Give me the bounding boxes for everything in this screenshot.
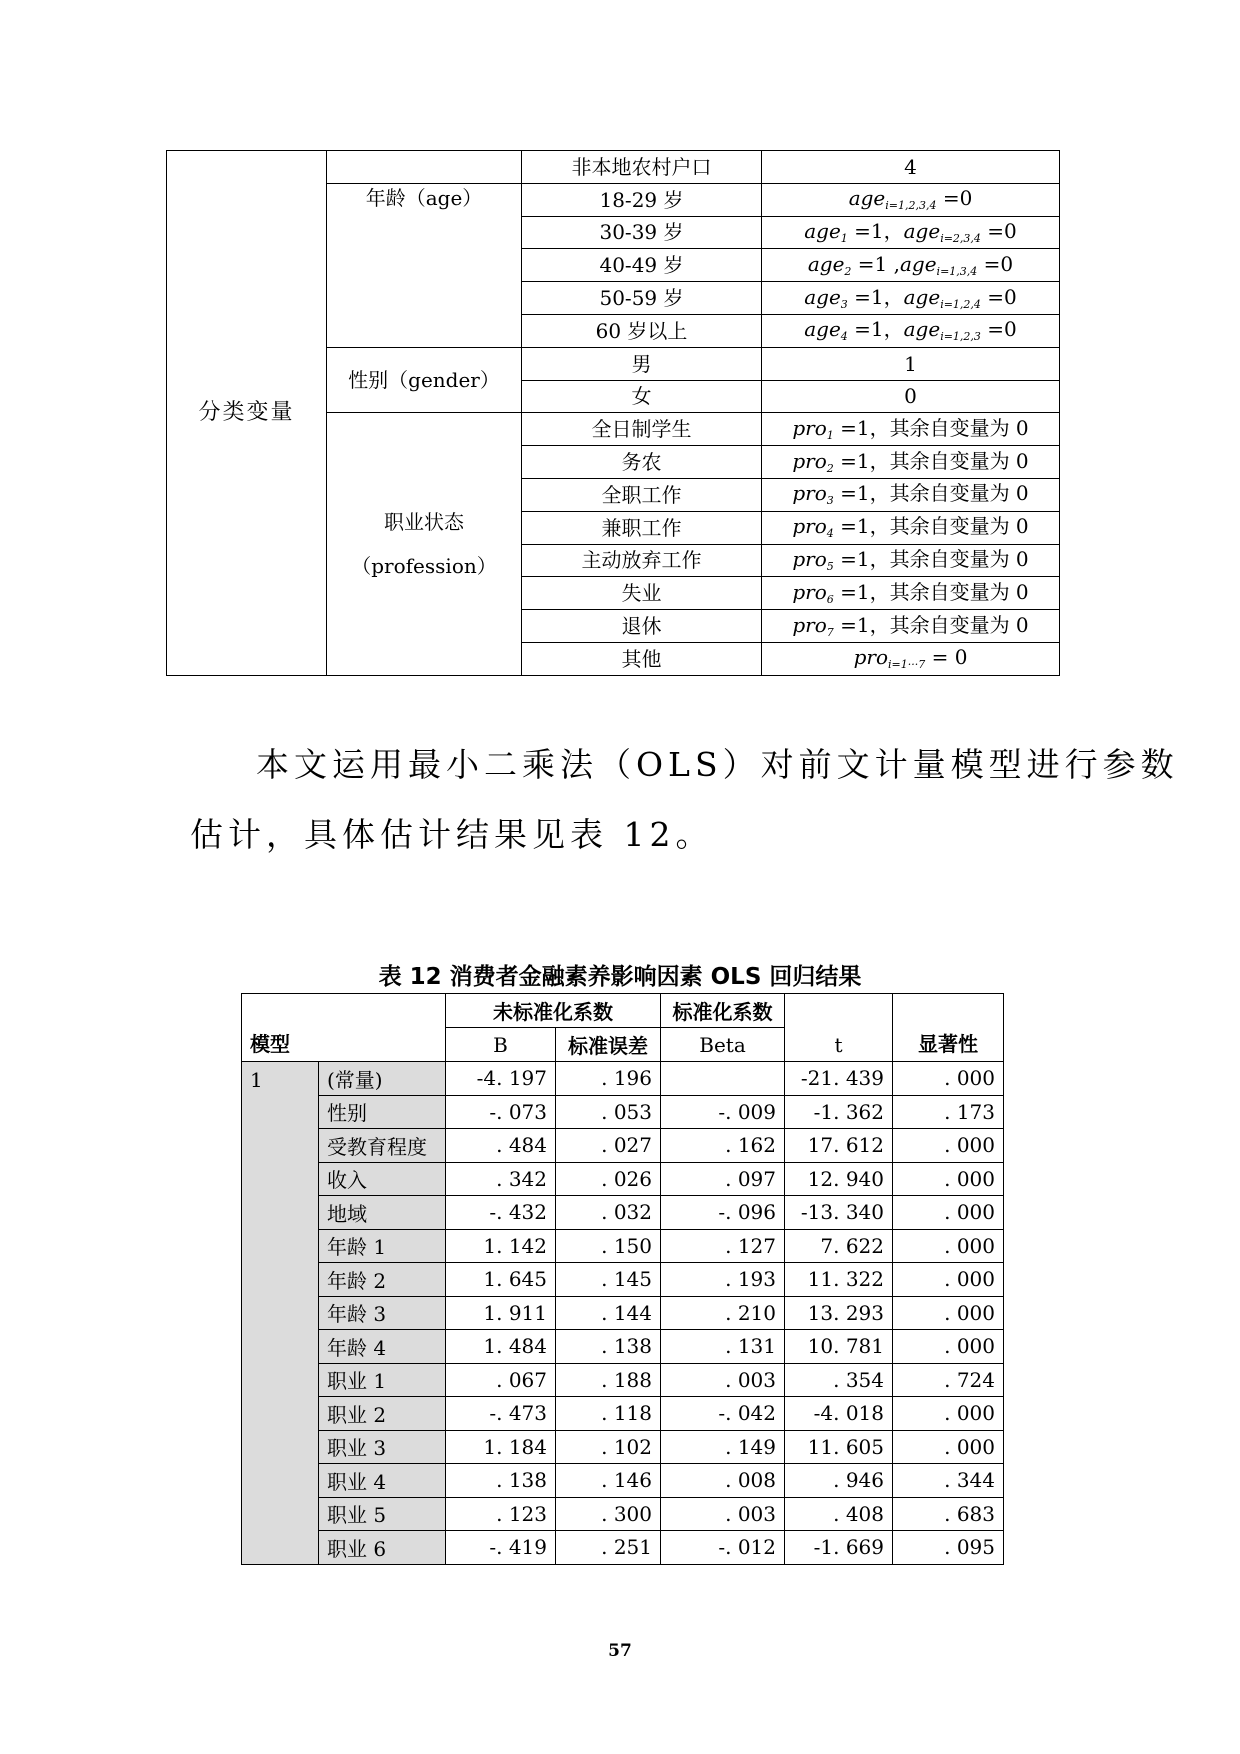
model-number: 1	[242, 1062, 319, 1565]
formula-variable: age	[899, 251, 937, 276]
beta: -. 012	[661, 1531, 785, 1565]
significance: . 344	[893, 1464, 1004, 1498]
row-label: 地域	[319, 1196, 446, 1230]
row-label: 年龄 2	[319, 1263, 446, 1297]
table-title: 表 12 消费者金融素养影响因素 OLS 回归结果	[378, 964, 862, 990]
option-label: 全职工作	[522, 478, 762, 511]
row-label: 职业 1	[319, 1363, 446, 1397]
coef-b: . 342	[446, 1162, 556, 1196]
formula-variable: age	[848, 186, 886, 211]
table-row	[242, 1330, 1004, 1364]
formula-subscript: 2	[844, 264, 852, 278]
t-value: -21. 439	[785, 1062, 893, 1096]
option-label: 女	[522, 380, 762, 413]
formula-variable: pro	[792, 612, 827, 637]
table-row	[242, 1229, 1004, 1263]
coef-b: 1. 911	[446, 1296, 556, 1330]
formula-variable: age	[903, 284, 941, 309]
formula-rest: =1，	[847, 317, 904, 342]
beta: . 162	[661, 1129, 785, 1163]
option-label: 主动放弃工作	[522, 544, 762, 577]
option-value	[762, 642, 1060, 675]
row-label: 职业 5	[319, 1497, 446, 1531]
std-error: . 138	[556, 1330, 661, 1364]
formula-variable: pro	[792, 448, 827, 473]
significance: . 000	[893, 1263, 1004, 1297]
option-label: 男	[522, 347, 762, 380]
significance: . 683	[893, 1497, 1004, 1531]
formula-subscript: 7	[826, 625, 834, 639]
coef-b: 1. 142	[446, 1229, 556, 1263]
formula-rest: =0	[977, 251, 1014, 276]
formula-rest: =1，	[847, 284, 904, 309]
option-value: 0	[762, 380, 1060, 413]
option-label: 退休	[522, 610, 762, 643]
table-row	[242, 1497, 1004, 1531]
table-row	[242, 1296, 1004, 1330]
formula-subscript: i=1···7	[887, 658, 926, 672]
formula-variable: age	[903, 218, 941, 243]
t-value: . 408	[785, 1497, 893, 1531]
table-row	[242, 1062, 1004, 1096]
t-value: 13. 293	[785, 1296, 893, 1330]
formula-variable: age	[807, 251, 845, 276]
header-t: t	[785, 994, 893, 1062]
option-value	[762, 183, 1060, 216]
paragraph-line-1: 本文运用最小二乘法（OLS）对前文计量模型进行参数	[256, 745, 1179, 784]
std-error: . 188	[556, 1363, 661, 1397]
variable-definition-table	[166, 150, 1060, 676]
formula-rest: =0	[980, 317, 1017, 342]
option-value	[762, 610, 1060, 643]
empty-cell	[327, 151, 522, 184]
header-model: 模型	[242, 994, 446, 1062]
option-value	[762, 478, 1060, 511]
beta: . 008	[661, 1464, 785, 1498]
row-label: 职业 3	[319, 1430, 446, 1464]
formula-rest: =1，其余自变量为 0	[833, 514, 1029, 539]
beta: . 193	[661, 1263, 785, 1297]
t-value: . 946	[785, 1464, 893, 1498]
coef-b: -. 473	[446, 1397, 556, 1431]
row-label: 收入	[319, 1162, 446, 1196]
option-label: 18-29 岁	[522, 183, 762, 216]
std-error: . 027	[556, 1129, 661, 1163]
row-label: 受教育程度	[319, 1129, 446, 1163]
option-label: 兼职工作	[522, 511, 762, 544]
std-error: . 150	[556, 1229, 661, 1263]
option-label: 30-39 岁	[522, 216, 762, 249]
option-label: 其他	[522, 642, 762, 675]
option-value: 1	[762, 347, 1060, 380]
option-value	[762, 216, 1060, 249]
option-value: 4	[762, 151, 1060, 184]
variable-name-age: 年龄（age）	[327, 183, 522, 347]
formula-rest: =0	[980, 284, 1017, 309]
beta: . 097	[661, 1162, 785, 1196]
significance: . 173	[893, 1095, 1004, 1129]
option-value	[762, 577, 1060, 610]
formula-subscript: i=2,3,4	[940, 231, 981, 245]
beta	[661, 1062, 785, 1096]
formula-variable: pro	[792, 579, 827, 604]
option-label: 务农	[522, 446, 762, 479]
coef-b: -. 419	[446, 1531, 556, 1565]
formula-rest: =1，其余自变量为 0	[833, 415, 1029, 440]
table-row	[242, 1464, 1004, 1498]
formula-subscript: 4	[826, 527, 834, 541]
formula-subscript: i=1,2,3	[940, 330, 981, 344]
option-label: 40-49 岁	[522, 249, 762, 282]
ols-regression-table	[241, 993, 1004, 1565]
coef-b: . 067	[446, 1363, 556, 1397]
coef-b: -. 432	[446, 1196, 556, 1230]
page-number: 57	[608, 1641, 632, 1661]
formula-subscript: 3	[826, 494, 834, 508]
t-value: -1. 362	[785, 1095, 893, 1129]
significance: . 000	[893, 1129, 1004, 1163]
row-label: 年龄 3	[319, 1296, 446, 1330]
header-beta: Beta	[661, 1028, 785, 1062]
formula-rest: =0	[936, 186, 973, 211]
significance: . 000	[893, 1196, 1004, 1230]
coef-b: . 138	[446, 1464, 556, 1498]
std-error: . 053	[556, 1095, 661, 1129]
coef-b: . 484	[446, 1129, 556, 1163]
beta: -. 009	[661, 1095, 785, 1129]
coef-b: 1. 645	[446, 1263, 556, 1297]
option-value	[762, 282, 1060, 315]
significance: . 000	[893, 1162, 1004, 1196]
t-value: 12. 940	[785, 1162, 893, 1196]
profession-name-line-2: （profession）	[351, 554, 497, 579]
significance: . 095	[893, 1531, 1004, 1565]
t-value: 11. 322	[785, 1263, 893, 1297]
formula-subscript: i=1,2,3,4	[885, 199, 937, 213]
formula-rest: =1，其余自变量为 0	[833, 481, 1029, 506]
formula-subscript: 1	[840, 231, 848, 245]
significance: . 000	[893, 1296, 1004, 1330]
profession-name-line-1: 职业状态	[384, 510, 464, 535]
paragraph-line-2: 估计，具体估计结果见表 12。	[190, 815, 714, 854]
option-label: 非本地农村户口	[522, 151, 762, 184]
formula-rest: =0	[980, 218, 1017, 243]
t-value: . 354	[785, 1363, 893, 1397]
header-b: B	[446, 1028, 556, 1062]
beta: -. 042	[661, 1397, 785, 1431]
formula-variable: age	[804, 218, 841, 243]
t-value: -13. 340	[785, 1196, 893, 1230]
formula-rest: = 0	[925, 645, 968, 670]
significance: . 000	[893, 1330, 1004, 1364]
option-value	[762, 314, 1060, 347]
table-row	[242, 1129, 1004, 1163]
formula-rest: =1，其余自变量为 0	[833, 612, 1029, 637]
row-label: 职业 4	[319, 1464, 446, 1498]
formula-subscript: 6	[826, 592, 834, 606]
table-row	[242, 1430, 1004, 1464]
std-error: . 144	[556, 1296, 661, 1330]
t-value: -4. 018	[785, 1397, 893, 1431]
formula-subscript: i=1,3,4	[936, 264, 978, 278]
option-value	[762, 511, 1060, 544]
option-value	[762, 544, 1060, 577]
table-row	[242, 1196, 1004, 1230]
std-error: . 146	[556, 1464, 661, 1498]
formula-variable: pro	[853, 645, 888, 670]
table-row	[242, 1363, 1004, 1397]
formula-subscript: 1	[826, 428, 834, 442]
t-value: 7. 622	[785, 1229, 893, 1263]
formula-variable: pro	[792, 546, 827, 571]
row-label: 年龄 4	[319, 1330, 446, 1364]
row-label: 性别	[319, 1095, 446, 1129]
header-standardized: 标准化系数	[661, 994, 785, 1028]
table-row	[242, 1531, 1004, 1565]
beta: . 149	[661, 1430, 785, 1464]
beta: . 131	[661, 1330, 785, 1364]
beta: . 210	[661, 1296, 785, 1330]
t-value: 11. 605	[785, 1430, 893, 1464]
table-row	[167, 151, 1060, 184]
formula-rest: =1，	[847, 218, 904, 243]
header-unstandardized: 未标准化系数	[446, 994, 661, 1028]
variable-name-profession	[327, 413, 522, 675]
beta: . 003	[661, 1497, 785, 1531]
coef-b: . 123	[446, 1497, 556, 1531]
formula-subscript: 4	[840, 330, 848, 344]
option-label: 50-59 岁	[522, 282, 762, 315]
header-std-error: 标准误差	[556, 1028, 661, 1062]
option-label: 60 岁以上	[522, 314, 762, 347]
formula-variable: age	[903, 317, 941, 342]
option-value	[762, 446, 1060, 479]
option-label: 失业	[522, 577, 762, 610]
variable-name-gender: 性别（gender）	[327, 347, 522, 413]
significance: . 724	[893, 1363, 1004, 1397]
std-error: . 251	[556, 1531, 661, 1565]
table-row	[242, 1162, 1004, 1196]
row-label: (常量)	[319, 1062, 446, 1096]
std-error: . 300	[556, 1497, 661, 1531]
coef-b: -. 073	[446, 1095, 556, 1129]
table-row	[242, 1263, 1004, 1297]
table-row	[242, 1397, 1004, 1431]
coef-b: -4. 197	[446, 1062, 556, 1096]
formula-subscript: 5	[826, 559, 834, 573]
significance: . 000	[893, 1430, 1004, 1464]
coef-b: 1. 184	[446, 1430, 556, 1464]
std-error: . 032	[556, 1196, 661, 1230]
formula-variable: age	[804, 284, 841, 309]
formula-rest: =1 ,	[851, 251, 900, 276]
formula-variable: pro	[792, 514, 827, 539]
option-value	[762, 249, 1060, 282]
std-error: . 196	[556, 1062, 661, 1096]
formula-subscript: 3	[840, 297, 848, 311]
category-cell: 分类变量	[167, 151, 327, 676]
table-row	[242, 1095, 1004, 1129]
std-error: . 026	[556, 1162, 661, 1196]
option-value	[762, 413, 1060, 446]
row-label: 职业 6	[319, 1531, 446, 1565]
formula-variable: pro	[792, 481, 827, 506]
significance: . 000	[893, 1229, 1004, 1263]
formula-rest: =1，其余自变量为 0	[833, 579, 1029, 604]
formula-rest: =1，其余自变量为 0	[833, 546, 1029, 571]
coef-b: 1. 484	[446, 1330, 556, 1364]
row-label: 年龄 1	[319, 1229, 446, 1263]
formula-rest: =1，其余自变量为 0	[833, 448, 1029, 473]
row-label: 职业 2	[319, 1397, 446, 1431]
significance: . 000	[893, 1397, 1004, 1431]
t-value: 17. 612	[785, 1129, 893, 1163]
t-value: -1. 669	[785, 1531, 893, 1565]
formula-variable: age	[804, 317, 841, 342]
option-label: 全日制学生	[522, 413, 762, 446]
significance: . 000	[893, 1062, 1004, 1096]
formula-subscript: i=1,2,4	[940, 297, 981, 311]
t-value: 10. 781	[785, 1330, 893, 1364]
beta: . 003	[661, 1363, 785, 1397]
std-error: . 118	[556, 1397, 661, 1431]
std-error: . 102	[556, 1430, 661, 1464]
beta: . 127	[661, 1229, 785, 1263]
beta: -. 096	[661, 1196, 785, 1230]
formula-variable: pro	[792, 415, 827, 440]
header-significance: 显著性	[893, 994, 1004, 1062]
formula-subscript: 2	[826, 461, 834, 475]
std-error: . 145	[556, 1263, 661, 1297]
